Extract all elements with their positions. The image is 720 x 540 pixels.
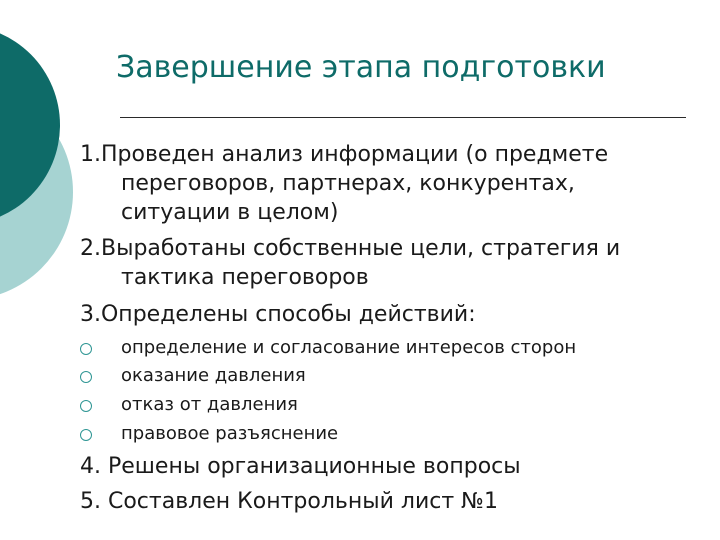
circle-bullet-icon bbox=[80, 429, 92, 441]
circle-bullet-icon bbox=[80, 371, 92, 383]
sub-item-4: правовое разъяснение bbox=[121, 423, 339, 444]
sub-item-2: оказание давления bbox=[121, 365, 306, 386]
list-item-3-line-1: 3.Определены способы действий: bbox=[80, 302, 476, 327]
sub-item-1: определение и согласование интересов сторон bbox=[121, 337, 577, 358]
title-divider bbox=[120, 117, 686, 118]
circle-bullet-icon bbox=[80, 400, 92, 412]
sub-item-3: отказ от давления bbox=[121, 394, 298, 415]
list-item-2-line-1: 2.Выработаны собственные цели, стратегия и bbox=[80, 236, 621, 261]
list-item-4: 4. Решены организационные вопросы bbox=[80, 454, 521, 479]
slide-title: Завершение этапа подготовки bbox=[116, 50, 606, 85]
list-item-2-line-2: тактика переговоров bbox=[121, 265, 369, 290]
circle-bullet-icon bbox=[80, 343, 92, 355]
list-item-5: 5. Составлен Контрольный лист №1 bbox=[80, 489, 499, 514]
list-item-1-line-1: 1.Проведен анализ информации (о предмете bbox=[80, 142, 609, 167]
list-item-1-line-2: переговоров, партнерах, конкурентах, bbox=[121, 171, 575, 196]
list-item-1-line-3: ситуации в целом) bbox=[121, 200, 339, 225]
